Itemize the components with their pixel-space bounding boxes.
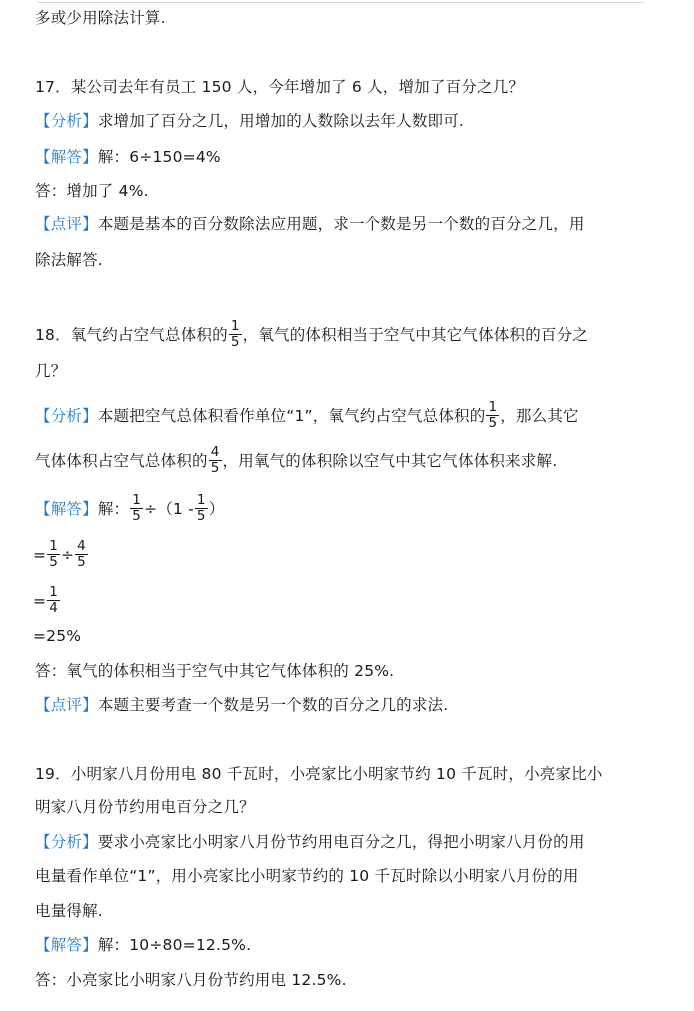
q18-comment [35, 695, 654, 715]
q19-analysis-cont-1: 电量看作单位“1”，用小亮家比小明家节约的 10 千瓦时除以小明家八月份的用 [35, 867, 579, 885]
q17-answer-text: 解：6÷150=4% [97, 148, 221, 166]
fraction-one-fourth: $\frac{1}{4}$ [49, 584, 58, 616]
q17-analysis-text: 求增加了百分之几，用增加的人数除以去年人数即可. [97, 112, 465, 130]
q18-analysis-cont [35, 446, 654, 477]
q18-question [35, 320, 654, 351]
carryover-line: 多或少用除法计算. [35, 9, 166, 27]
q17-comment-cont: 除法解答. [35, 251, 103, 269]
fraction-one-fifth: $\frac{1}{5}$ [196, 492, 206, 524]
comment-tag: 【点评】 [35, 215, 98, 233]
comment-tag: 【点评】 [35, 696, 98, 714]
q18-close-paren: ） [208, 500, 225, 518]
fraction-four-fifths: $\frac{4}{5}$ [210, 444, 220, 476]
q19-question: 19．小明家八月份用电 80 千瓦时，小亮家比小明家节约 10 千瓦时，小亮家比小 [35, 765, 603, 783]
q17-conclusion: 答：增加了 4%. [35, 182, 149, 200]
q17-answer [35, 147, 654, 167]
q18-question-a: 18．氧气约占空气总体积的 [35, 326, 228, 344]
q19-analysis-text: 要求小亮家比小明家八月份节约用电百分之几，得把小明家八月份的用 [97, 833, 585, 851]
q19-question-cont: 明家八月份节约用电百分之几？ [35, 798, 255, 816]
q18-div-open: ÷（1 - [144, 500, 194, 518]
q17-comment [35, 214, 654, 234]
q18-analysis-text-a: 本题把空气总体积看作单位“1”，氧气约占空气总体积的 [97, 407, 486, 425]
q19-answer [35, 935, 654, 955]
analysis-tag: 【分析】 [35, 407, 98, 425]
q18-analysis-text-c: 气体体积占空气总体积的 [35, 452, 208, 470]
q18-step-2: = $\frac{1}{4}$ [33, 584, 58, 616]
q18-question-b: ，氧气的体积相当于空气中其它气体体积的百分之 [242, 326, 589, 344]
q19-conclusion: 答：小亮家比小明家八月份节约用电 12.5%. [35, 971, 347, 989]
q19-analysis-cont-2: 电量得解. [35, 902, 103, 920]
fraction-one-fifth: $\frac{1}{5}$ [49, 538, 58, 570]
q18-answer [35, 494, 654, 525]
fraction-one-fifth: $\frac{1}{5}$ [488, 399, 498, 431]
answer-tag: 【解答】 [35, 500, 98, 518]
q18-comment-text: 本题主要考查一个数是另一个数的百分之几的求法. [97, 696, 449, 714]
answer-tag: 【解答】 [35, 148, 98, 166]
q17-analysis [35, 111, 654, 131]
q17-question: 17．某公司去年有员工 150 人，今年增加了 6 人，增加了百分之几？ [35, 78, 525, 96]
answer-tag: 【解答】 [35, 936, 98, 954]
q19-analysis [35, 832, 654, 852]
fraction-one-fifth: $\frac{1}{5}$ [230, 318, 240, 350]
q18-step-1: = $\frac{1}{5}$ ÷ $\frac{4}{5}$ [33, 538, 86, 570]
fraction-four-fifths: $\frac{4}{5}$ [77, 538, 86, 570]
fraction-one-fifth: $\frac{1}{5}$ [132, 492, 142, 524]
q17-comment-text: 本题是基本的百分数除法应用题，求一个数是另一个数的百分之几，用 [97, 215, 585, 233]
q18-conclusion: 答：氧气的体积相当于空气中其它气体体积的 25%. [35, 662, 395, 680]
q18-analysis-text-d: ，用氧气的体积除以空气中其它气体体积来求解. [222, 452, 558, 470]
q18-result: =25% [33, 627, 82, 645]
q18-question-cont: 几？ [35, 362, 67, 380]
analysis-tag: 【分析】 [35, 112, 98, 130]
analysis-tag: 【分析】 [35, 833, 98, 851]
q18-analysis [35, 401, 654, 432]
q18-answer-prefix: 解： [97, 500, 130, 518]
q18-analysis-text-b: ，那么其它 [500, 407, 579, 425]
page-divider [38, 2, 644, 3]
q19-answer-text: 解：10÷80=12.5%. [97, 936, 252, 954]
